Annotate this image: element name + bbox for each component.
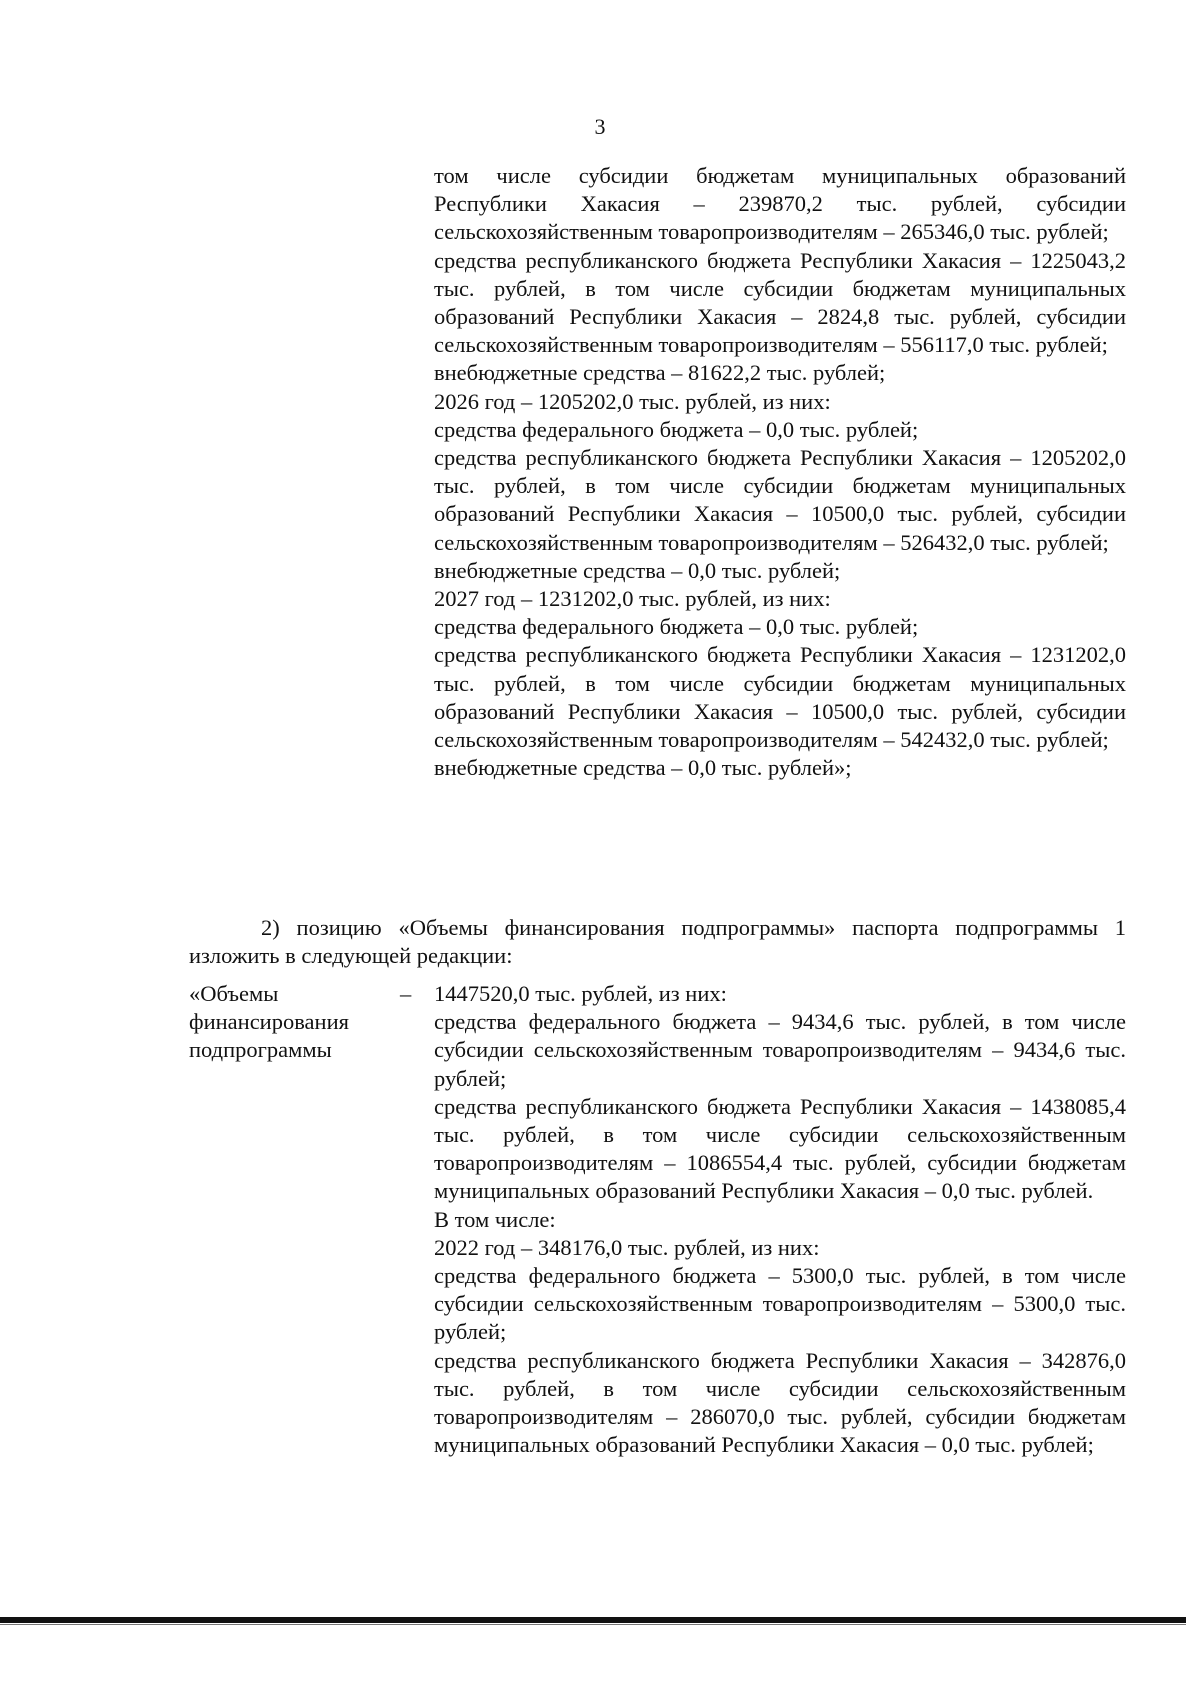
paragraph: средства республиканского бюджета Республики Хакасия – 342876,0 тыс. рублей, в том числе субсидии сельскохозяйственным товаропроизводителям – 286070,0 тыс. рублей, субсидии бюджетам муниципальных образований Республики Хакасия – 0,0 тыс. рублей;: [434, 1347, 1126, 1458]
paragraph: средства республиканского бюджета Республики Хакасия – 1205202,0 тыс. рублей, в том числе субсидии бюджетам муниципальных образований Республики Хакасия – 10500,0 тыс. рублей, субсидии сельскохозяйственным товаропроизводителям – 526432,0 тыс. рублей;: [434, 445, 1126, 555]
page-number: 3: [594, 114, 606, 139]
paragraph: 2027 год – 1231202,0 тыс. рублей, из них:: [434, 586, 831, 612]
paragraph: внебюджетные средства – 0,0 тыс. рублей;: [434, 557, 841, 583]
paragraph: внебюджетные средства – 81622,2 тыс. рублей;: [434, 360, 886, 386]
label-dash: –: [400, 981, 412, 1006]
position-label: [189, 980, 412, 1065]
paragraph: внебюджетные средства – 0,0 тыс. рублей»;: [434, 755, 852, 781]
paragraph: 1447520,0 тыс. рублей, из них:: [434, 981, 727, 1006]
paragraph: В том числе:: [434, 1206, 556, 1232]
footer-rule-thin: [0, 1624, 1186, 1625]
paragraph: средства федерального бюджета – 5300,0 тыс. рублей, в том числе субсидии сельскохозяйственным товаропроизводителям – 5300,0 тыс. рублей;: [434, 1263, 1126, 1345]
paragraph: 2026 год – 1205202,0 тыс. рублей, из них:: [434, 388, 831, 414]
position-value-block: [434, 980, 1126, 1459]
top-text-block: [434, 162, 1126, 782]
paragraph: том числе субсидии бюджетам муниципальных образований Республики Хакасия – 239870,2 тыс. рублей, субсидии сельскохозяйственным товаропроизводителям – 265346,0 тыс. рублей;: [434, 163, 1126, 245]
paragraph: средства федерального бюджета – 0,0 тыс. рублей;: [434, 416, 919, 442]
paragraph: средства республиканского бюджета Республики Хакасия – 1231202,0 тыс. рублей, в том числе субсидии бюджетам муниципальных образований Республики Хакасия – 10500,0 тыс. рублей, субсидии сельскохозяйственным товаропроизводителям – 542432,0 тыс. рублей;: [434, 642, 1126, 753]
paragraph: средства федерального бюджета – 9434,6 тыс. рублей, в том числе субсидии сельскохозяйственным товаропроизводителям – 9434,6 тыс. рублей;: [434, 1009, 1126, 1091]
position-label-line: подпрограммы: [189, 1037, 332, 1063]
paragraph: средства федерального бюджета – 0,0 тыс. рублей;: [434, 614, 919, 640]
position-label-line: финансирования: [189, 1009, 349, 1035]
amendment-item: [189, 914, 1126, 970]
footer-rule: [0, 1617, 1186, 1623]
position-label-line: «Объемы: [189, 981, 279, 1006]
paragraph: 2022 год – 348176,0 тыс. рублей, из них:: [434, 1234, 820, 1260]
amendment-item-text: 2) позицию «Объемы финансирования подпрограммы» паспорта подпрограммы 1 изложить в следующей редакции:: [189, 915, 1126, 969]
paragraph: средства республиканского бюджета Республики Хакасия – 1225043,2 тыс. рублей, в том числе субсидии бюджетам муниципальных образований Республики Хакасия – 2824,8 тыс. рублей, субсидии сельскохозяйственным товаропроизводителям – 556117,0 тыс. рублей;: [434, 247, 1126, 358]
paragraph: средства республиканского бюджета Республики Хакасия – 1438085,4 тыс. рублей, в том числе субсидии сельскохозяйственным товаропроизводителям – 1086554,4 тыс. рублей, субсидии бюджетам муниципальных образований Республики Хакасия – 0,0 тыс. рублей.: [434, 1093, 1126, 1204]
